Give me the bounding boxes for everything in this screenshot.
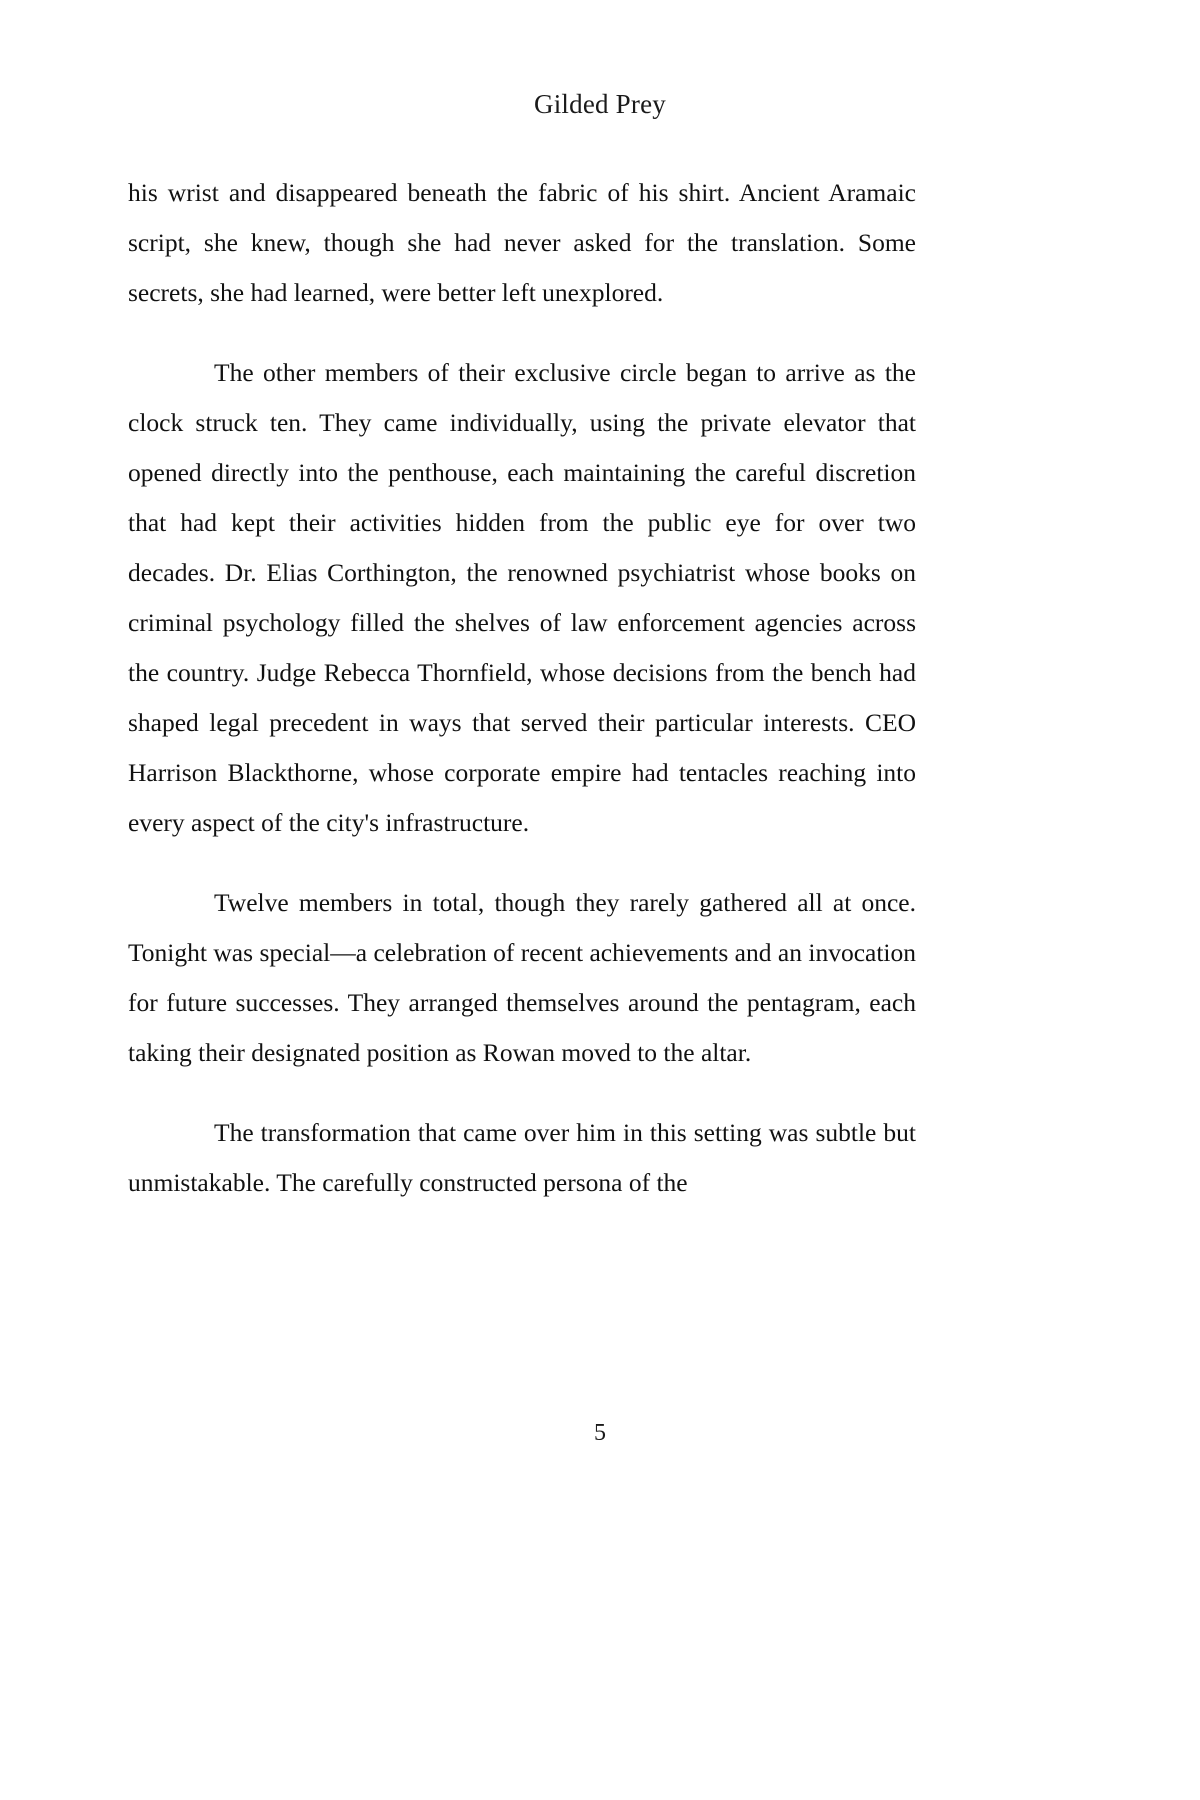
body-paragraph: his wrist and disappeared beneath the fabric of his shirt. Ancient Aramaic script, she knew, though she had never asked for the translation. Some secrets, she had learned, were better left unexplored. xyxy=(128,178,916,307)
page-number: 5 xyxy=(594,1420,606,1446)
body-paragraph: Twelve members in total, though they rarely gathered all at once. Tonight was special—a celebration of recent achievements and an invocation for future successes. They arranged themselves around the pentagram, each taking their designated position as Rowan moved to the altar. xyxy=(128,888,916,1067)
body-text-column xyxy=(128,168,916,1208)
running-header: Gilded Prey xyxy=(534,89,666,119)
body-paragraph: The other members of their exclusive circle began to arrive as the clock struck ten. They came individually, using the private elevator that opened directly into the penthouse, each maintaining the careful discretion that had kept their activities hidden from the public eye for over two decades. Dr. Elias Corthington, the renowned psychiatrist whose books on criminal psychology filled the shelves of law enforcement agencies across the country. Judge Rebecca Thornfield, whose decisions from the bench had shaped legal precedent in ways that served their particular interests. CEO Harrison Blackthorne, whose corporate empire had tentacles reaching into every aspect of the city's infrastructure. xyxy=(128,358,916,837)
body-paragraph: The transformation that came over him in this setting was subtle but unmistakable. The carefully constructed persona of the xyxy=(128,1118,916,1197)
